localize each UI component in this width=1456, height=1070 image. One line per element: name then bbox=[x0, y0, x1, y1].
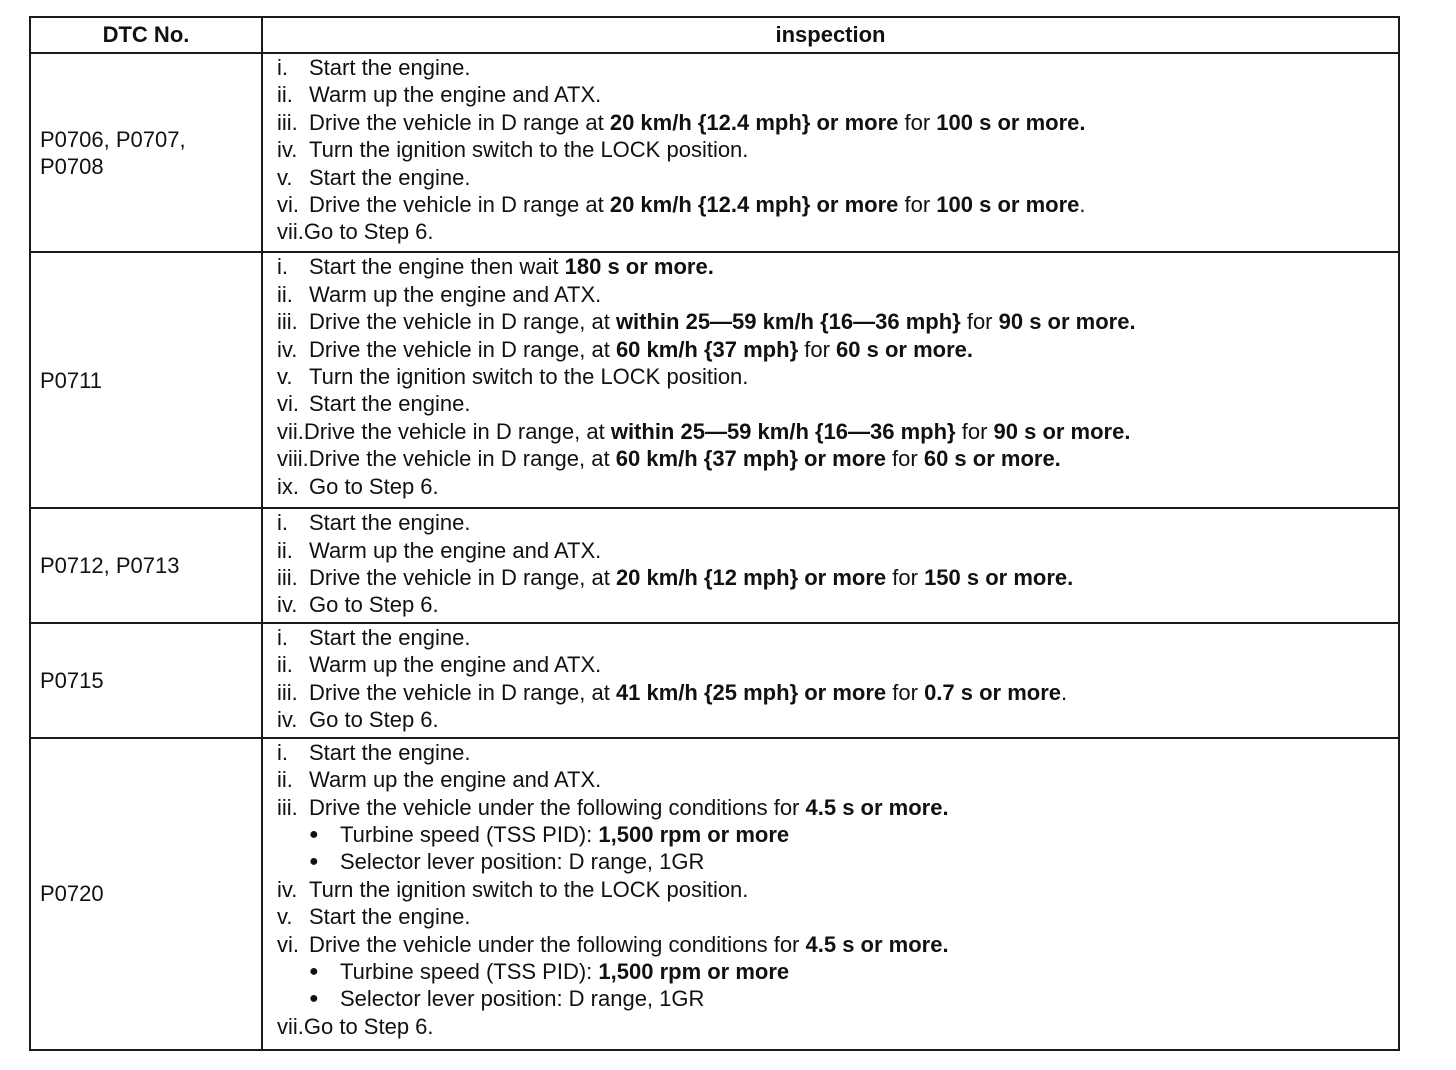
text-segment: for bbox=[960, 309, 999, 335]
inspection-step bbox=[277, 651, 1392, 678]
inspection-step bbox=[277, 739, 1392, 766]
step-number: i. bbox=[277, 254, 288, 280]
step-number: iv. bbox=[277, 876, 298, 902]
step-text bbox=[309, 624, 470, 651]
step-number: iii. bbox=[277, 794, 298, 820]
text-segment: Start the engine. bbox=[309, 55, 471, 80]
condition-item bbox=[277, 821, 1392, 848]
step-number: vii. bbox=[277, 1013, 304, 1039]
inspection-step bbox=[277, 509, 1392, 536]
condition-item bbox=[277, 985, 1392, 1012]
text-segment: Warm up the engine and ATX. bbox=[309, 767, 602, 793]
text-segment: Warm up the engine and ATX. bbox=[309, 652, 602, 678]
dtc-code: P0712, P0713 bbox=[40, 553, 180, 579]
text-segment: Drive the vehicle in D range, at bbox=[309, 679, 616, 705]
step-text bbox=[309, 390, 470, 417]
text-segment: for bbox=[955, 418, 994, 444]
step-number: i. bbox=[277, 624, 288, 650]
step-text bbox=[309, 564, 1073, 591]
inspection-step bbox=[277, 363, 1392, 390]
inspection-steps-cell bbox=[262, 508, 1399, 623]
bold-value: 20 km/h {12 mph} or more bbox=[615, 564, 887, 590]
step-number: ii. bbox=[277, 767, 293, 793]
step-text bbox=[340, 848, 704, 875]
text-segment: Warm up the engine and ATX. bbox=[309, 537, 602, 563]
inspection-step bbox=[277, 564, 1392, 591]
table-row bbox=[30, 53, 1399, 252]
bold-value: 150 s or more. bbox=[924, 564, 1074, 590]
bold-value: within 25—59 km/h {16—36 mph} bbox=[615, 309, 961, 335]
text-segment: for bbox=[886, 679, 925, 705]
bold-value: 60 km/h {37 mph} bbox=[615, 336, 799, 362]
step-number: ii. bbox=[277, 537, 293, 563]
inspection-step bbox=[277, 336, 1392, 363]
step-text bbox=[309, 445, 1061, 472]
text-segment: Turn the ignition switch to the LOCK position. bbox=[309, 876, 749, 902]
inspection-step bbox=[277, 1013, 1392, 1040]
step-text bbox=[309, 473, 439, 500]
step-text bbox=[309, 651, 601, 678]
inspection-step bbox=[277, 794, 1392, 821]
text-segment: Selector lever position: D range, 1GR bbox=[340, 849, 705, 875]
inspection-step bbox=[277, 624, 1392, 651]
text-segment: . bbox=[1061, 679, 1068, 705]
step-text bbox=[309, 739, 470, 766]
bold-value: 20 km/h {12.4 mph} or more bbox=[609, 191, 899, 217]
step-number: iv. bbox=[277, 707, 298, 733]
bold-value: 1,500 rpm or more bbox=[598, 958, 790, 984]
dtc-code: P0711 bbox=[40, 367, 102, 393]
bold-value: 100 s or more bbox=[936, 191, 1080, 217]
text-segment: for bbox=[898, 191, 937, 217]
step-number: iv. bbox=[277, 137, 298, 163]
bold-value: 20 km/h {12.4 mph} or more bbox=[609, 109, 899, 135]
bold-value: 60 s or more. bbox=[923, 446, 1061, 472]
step-number: v. bbox=[277, 904, 293, 930]
step-text bbox=[309, 706, 439, 733]
dtc-code-cell bbox=[30, 623, 262, 738]
bold-value: 41 km/h {25 mph} or more bbox=[615, 679, 887, 705]
bold-value: 90 s or more. bbox=[993, 418, 1131, 444]
step-text bbox=[309, 164, 470, 191]
dtc-code-cell bbox=[30, 252, 262, 508]
step-text bbox=[309, 509, 470, 536]
step-text bbox=[340, 821, 789, 848]
inspection-step bbox=[277, 191, 1392, 218]
bold-value: 90 s or more. bbox=[998, 309, 1136, 335]
bullet-icon: ● bbox=[309, 825, 319, 843]
step-number: viii. bbox=[277, 446, 309, 472]
inspection-step bbox=[277, 537, 1392, 564]
inspection-step bbox=[277, 136, 1392, 163]
table-header-row bbox=[30, 17, 1399, 53]
text-segment: Start the engine then wait bbox=[309, 254, 565, 280]
text-segment: Warm up the engine and ATX. bbox=[309, 82, 602, 108]
dtc-code-cell bbox=[30, 508, 262, 623]
inspection-step bbox=[277, 903, 1392, 930]
text-segment: Drive the vehicle under the following conditions for bbox=[309, 794, 806, 820]
bold-value: 4.5 s or more. bbox=[805, 931, 949, 957]
bold-value: 4.5 s or more. bbox=[805, 794, 949, 820]
step-number: ii. bbox=[277, 652, 293, 678]
text-segment: Drive the vehicle in D range, at bbox=[309, 336, 616, 362]
inspection-step bbox=[277, 54, 1392, 81]
inspection-step bbox=[277, 591, 1392, 618]
text-segment: for bbox=[898, 109, 937, 135]
inspection-step bbox=[277, 931, 1392, 958]
table-row bbox=[30, 252, 1399, 508]
inspection-step bbox=[277, 418, 1392, 445]
step-text bbox=[309, 191, 1086, 218]
step-number: ii. bbox=[277, 82, 293, 108]
inspection-step bbox=[277, 876, 1392, 903]
text-segment: Start the engine. bbox=[309, 391, 471, 417]
inspection-steps-cell bbox=[262, 252, 1399, 508]
inspection-step bbox=[277, 445, 1392, 472]
text-segment: Selector lever position: D range, 1GR bbox=[340, 986, 705, 1012]
step-number: i. bbox=[277, 510, 288, 536]
text-segment: Go to Step 6. bbox=[309, 707, 439, 733]
dtc-code-cell bbox=[30, 53, 262, 252]
step-text bbox=[309, 679, 1067, 706]
bold-value: 180 s or more. bbox=[564, 254, 714, 280]
text-segment: Go to Step 6. bbox=[303, 219, 434, 245]
dtc-code: P0708 bbox=[40, 153, 104, 179]
step-number: ii. bbox=[277, 281, 293, 307]
condition-item bbox=[277, 848, 1392, 875]
step-text bbox=[340, 958, 789, 985]
step-number: vii. bbox=[277, 219, 304, 245]
step-text bbox=[309, 363, 748, 390]
step-text bbox=[304, 418, 1131, 445]
step-number: ix. bbox=[277, 473, 299, 499]
text-segment: Drive the vehicle in D range, at bbox=[309, 309, 616, 335]
dtc-inspection-table bbox=[29, 16, 1400, 1051]
step-text bbox=[309, 308, 1136, 335]
text-segment: for bbox=[885, 446, 924, 472]
inspection-step bbox=[277, 390, 1392, 417]
inspection-step bbox=[277, 81, 1392, 108]
step-number: vi. bbox=[277, 391, 299, 417]
step-number: iii. bbox=[277, 309, 298, 335]
step-text bbox=[309, 281, 601, 308]
dtc-code: P0706, P0707, bbox=[40, 126, 186, 152]
inspection-step bbox=[277, 706, 1392, 733]
text-segment: . bbox=[1079, 191, 1086, 217]
inspection-steps-cell bbox=[262, 623, 1399, 738]
bold-value: within 25—59 km/h {16—36 mph} bbox=[610, 418, 956, 444]
table-body bbox=[30, 53, 1399, 1050]
text-segment: Turn the ignition switch to the LOCK position. bbox=[309, 137, 749, 163]
inspection-step bbox=[277, 164, 1392, 191]
step-text bbox=[309, 54, 470, 81]
inspection-step bbox=[277, 473, 1392, 500]
step-text bbox=[309, 537, 601, 564]
text-segment: Turn the ignition switch to the LOCK position. bbox=[309, 363, 749, 389]
inspection-step bbox=[277, 766, 1392, 793]
step-number: iv. bbox=[277, 336, 298, 362]
inspection-step bbox=[277, 218, 1392, 245]
bold-value: 60 km/h {37 mph} or more bbox=[615, 446, 886, 472]
inspection-step bbox=[277, 281, 1392, 308]
text-segment: Start the engine. bbox=[309, 904, 471, 930]
inspection-steps-cell bbox=[262, 738, 1399, 1050]
table-row bbox=[30, 623, 1399, 738]
text-segment: Go to Step 6. bbox=[309, 592, 439, 618]
step-text bbox=[309, 903, 470, 930]
text-segment: Warm up the engine and ATX. bbox=[309, 281, 602, 307]
text-segment: Start the engine. bbox=[309, 164, 471, 190]
text-segment: for bbox=[886, 564, 925, 590]
step-text bbox=[309, 253, 714, 280]
text-segment: Drive the vehicle in D range, at bbox=[308, 446, 616, 472]
table-row bbox=[30, 508, 1399, 623]
text-segment: Drive the vehicle in D range at bbox=[309, 191, 610, 217]
inspection-step bbox=[277, 308, 1392, 335]
step-text bbox=[304, 1013, 434, 1040]
inspection-step bbox=[277, 109, 1392, 136]
step-text bbox=[309, 591, 439, 618]
text-segment: Turbine speed (TSS PID): bbox=[340, 821, 599, 847]
bullet-icon: ● bbox=[309, 853, 319, 871]
dtc-code: P0715 bbox=[40, 667, 104, 693]
text-segment: Drive the vehicle in D range, at bbox=[303, 418, 611, 444]
condition-item bbox=[277, 958, 1392, 985]
step-number: v. bbox=[277, 363, 293, 389]
bold-value: 60 s or more. bbox=[836, 336, 973, 362]
step-text bbox=[340, 985, 704, 1012]
bold-value: 100 s or more. bbox=[936, 109, 1086, 135]
step-number: vi. bbox=[277, 191, 299, 217]
text-segment: Drive the vehicle in D range at bbox=[309, 109, 610, 135]
step-number: iii. bbox=[277, 109, 298, 135]
bold-value: 0.7 s or more bbox=[924, 679, 1062, 705]
step-text bbox=[309, 876, 748, 903]
dtc-code-cell bbox=[30, 738, 262, 1050]
step-text bbox=[309, 109, 1085, 136]
text-segment: Start the engine. bbox=[309, 510, 471, 536]
step-text bbox=[309, 136, 748, 163]
step-text bbox=[309, 81, 601, 108]
step-text bbox=[309, 931, 949, 958]
inspection-steps-cell bbox=[262, 53, 1399, 252]
step-text bbox=[309, 336, 973, 363]
text-segment: Drive the vehicle in D range, at bbox=[309, 564, 616, 590]
step-number: v. bbox=[277, 164, 293, 190]
step-number: iii. bbox=[277, 564, 298, 590]
step-number: iv. bbox=[277, 592, 298, 618]
bold-value: 1,500 rpm or more bbox=[598, 821, 790, 847]
text-segment: Start the engine. bbox=[309, 624, 471, 650]
step-number: vi. bbox=[277, 931, 299, 957]
step-number: vii. bbox=[277, 418, 304, 444]
text-segment: for bbox=[798, 336, 837, 362]
step-text bbox=[309, 766, 601, 793]
bullet-icon: ● bbox=[309, 962, 319, 980]
dtc-code: P0720 bbox=[40, 881, 104, 907]
text-segment: Turbine speed (TSS PID): bbox=[340, 958, 599, 984]
text-segment: Start the engine. bbox=[309, 739, 471, 765]
step-text bbox=[309, 794, 949, 821]
step-text bbox=[304, 218, 434, 245]
text-segment: Go to Step 6. bbox=[303, 1013, 434, 1039]
bullet-icon: ● bbox=[309, 990, 319, 1008]
step-number: i. bbox=[277, 739, 288, 765]
step-number: iii. bbox=[277, 679, 298, 705]
text-segment: Drive the vehicle under the following conditions for bbox=[309, 931, 806, 957]
text-segment: Go to Step 6. bbox=[309, 473, 439, 499]
inspection-step bbox=[277, 679, 1392, 706]
header-inspection: inspection bbox=[262, 17, 1399, 53]
header-dtc-no: DTC No. bbox=[30, 17, 262, 53]
table-row bbox=[30, 738, 1399, 1050]
step-number: i. bbox=[277, 55, 288, 80]
inspection-step bbox=[277, 253, 1392, 280]
